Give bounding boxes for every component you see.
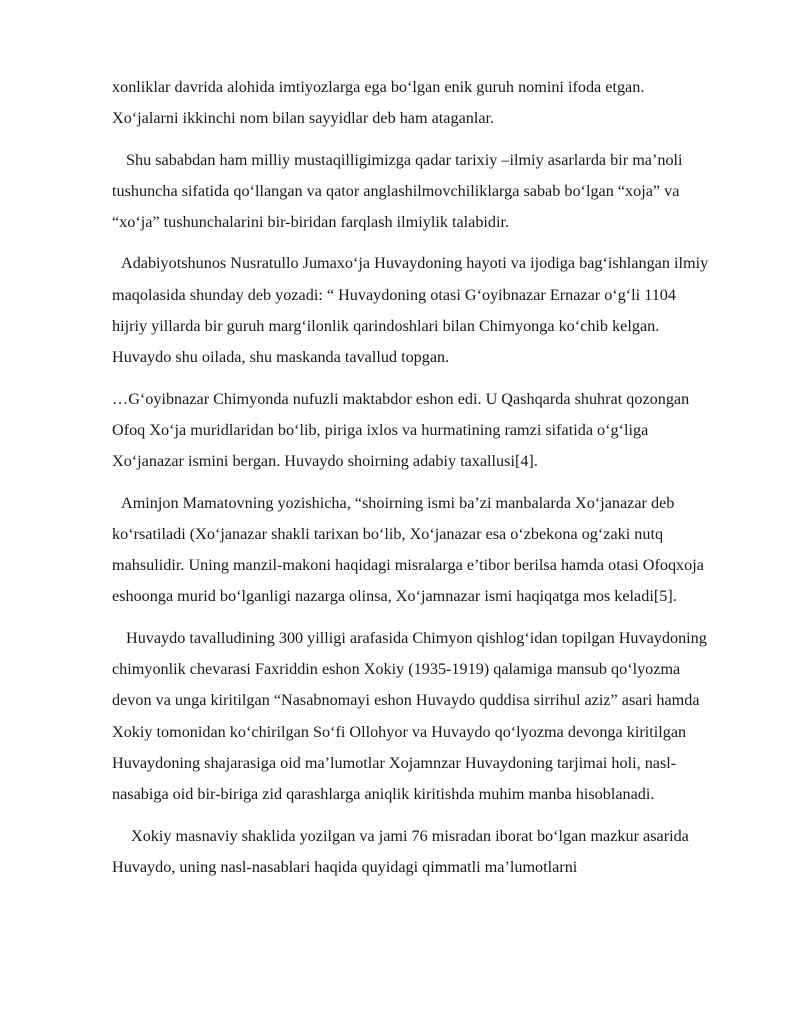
paragraph-7: Xokiy masnaviy shaklida yozilgan va jami 76 misradan iborat bo‘lgan mazkur asarida Huvaydo, uning nasl-nasablari haqida quyidagi qimmatli ma’lumotlarni xyxy=(112,826,689,876)
paragraph-6: Huvaydo tavalludining 300 yilligi arafasida Chimyon qishlog‘idan topilgan Huvaydoning chimyonlik chevarasi Faxriddin eshon Xokiy (1935-1919) qalamiga mansub qo‘lyozma devon va unga kiritilgan “Nasabnomayi eshon Huvaydo quddisa sirrihul aziz” asari hamda Xokiy tomonidan ko‘chirilgan So‘fi Ollohyor va Huvaydo qo‘lyozma devonga kiritilgan Huvaydoning shajarasiga oid ma’lumotlar Xojamnzar Huvaydoning tarjimai holi, nasl-nasabiga oid bir-biriga zid qarashlarga aniqlik kiritishda muhim manba hisoblanadi. xyxy=(112,628,707,804)
paragraph-5: Aminjon Mamatovning yozishicha, “shoirning ismi ba’zi manbalarda Xo‘janazar deb ko‘rsatiladi (Xo‘janazar shakli tarixan bo‘lib, Xo‘janazar esa o‘zbekona og‘zaki nutq mahsulidir. Uning manzil-makoni haqidagi misralarga e’tibor berilsa hamda otasi Ofoqxoja eshoonga murid bo‘lganligi nazarga olinsa, Xo‘jamnazar ismi haqiqatga mos keladi[5]. xyxy=(112,493,704,606)
paragraph-1: xonliklar davrida alohida imtiyozlarga ega bo‘lgan enik guruh nomini ifoda etgan. Xo‘jalarni ikkinchi nom bilan sayyidlar deb ham ataganlar. xyxy=(112,78,645,128)
paragraph-3: Adabiyotshunos Nusratullo Jumaxo‘ja Huvaydoning hayoti va ijodiga bag‘ishlangan ilmiy maqolasida shunday deb yozadi: “ Huvaydoning otasi G‘oyibnazar Ernazar o‘g‘li 1104 hijriy yillarda bir guruh marg‘ilonlik qarindoshlari bilan Chimyonga ko‘chib kelgan. Huvaydo shu oilada, shu maskanda tavallud topgan. xyxy=(112,254,709,367)
paragraph-4: …G‘oyibnazar Chimyonda nufuzli maktabdor eshon edi. U Qashqarda shuhrat qozongan Ofoq Xo‘ja muridlaridan bo‘lib, piriga ixlos va hurmatining ramzi sifatida o‘g‘liga Xo‘janazar ismini bergan. Huvaydo shoirning adabiy taxallusi[4]. xyxy=(112,389,690,471)
document-body xyxy=(112,72,712,893)
paragraph-2: Shu sababdan ham milliy mustaqilligimizga qadar tarixiy –ilmiy asarlarda bir ma’noli tushuncha sifatida qo‘llangan va qator anglashilmovchiliklarga sabab bo‘lgan “xoja” va “xo‘ja” tushunchalarini bir-biridan farqlash ilmiylik talabidir. xyxy=(112,150,683,232)
